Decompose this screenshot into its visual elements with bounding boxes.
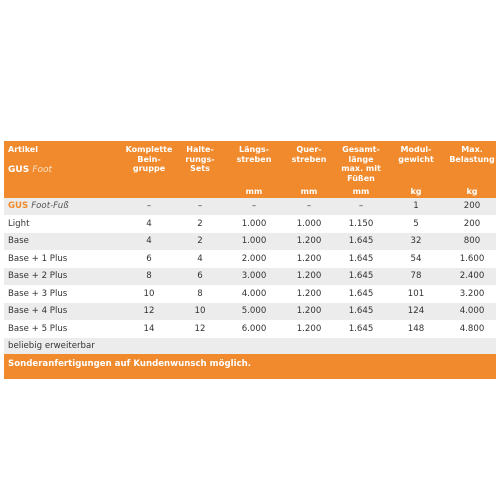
header-unit-7: kg: [466, 187, 478, 196]
table-cell: 200: [463, 201, 481, 211]
table-cell: 1.000: [241, 236, 267, 246]
table-cell: 1.000: [296, 218, 322, 229]
table-cell: 101: [407, 288, 425, 299]
header-col-6: Modul- gewicht: [398, 145, 434, 164]
header-col-3: Längs- streben: [236, 145, 272, 164]
table-cell: 6: [197, 271, 203, 281]
table-cell: 10: [143, 288, 155, 299]
table-cell: 3.000: [241, 271, 267, 281]
table-cell: 1.150: [348, 218, 374, 229]
table-cell: 54: [410, 253, 422, 264]
header-unit-6: kg: [410, 187, 422, 196]
table-cell: 4: [146, 218, 152, 229]
table-cell: 1.645: [348, 253, 374, 264]
brand-foot: Foot: [32, 165, 53, 175]
table-cell: 4: [146, 236, 152, 246]
table-cell: 10: [194, 306, 206, 316]
row-label: Base + 4 Plus: [8, 306, 68, 316]
table-cell: –: [197, 201, 203, 211]
table-cell: 8: [146, 271, 152, 281]
table-cell: 1.200: [296, 253, 322, 264]
header-brand: [8, 165, 52, 175]
row-label: Base + 2 Plus: [8, 271, 68, 281]
table-cell: –: [358, 201, 364, 211]
table-cell: 2: [197, 236, 203, 246]
table-cell: 32: [410, 236, 422, 246]
brand-gus: GUS: [8, 165, 30, 175]
table-cell: 4: [197, 253, 203, 264]
table-cell: 1.645: [348, 323, 374, 334]
footer-banner: Sonderanfertigungen auf Kundenwunsch möglich.: [4, 354, 496, 379]
header-col-5: Gesamt- länge max. mit Füßen: [341, 145, 381, 183]
table-cell: 124: [407, 306, 425, 316]
table-cell: –: [251, 201, 257, 211]
table-cell: 1.200: [296, 271, 322, 281]
header-col-4: Quer- streben: [291, 145, 327, 164]
table-cell: 12: [194, 323, 206, 334]
table-cell: 1.200: [296, 288, 322, 299]
table-cell: 1.000: [241, 218, 267, 229]
table-cell: 2: [197, 218, 203, 229]
header-col-1: Komplette Bein- gruppe: [125, 145, 173, 174]
table-cell: 5.000: [241, 306, 267, 316]
table-row: [4, 268, 496, 286]
table-cell: 1.645: [348, 306, 374, 316]
header-unit-5: mm: [352, 187, 370, 196]
table-cell: 8: [197, 288, 203, 299]
table-cell: –: [146, 201, 152, 211]
table-cell: 4.000: [459, 306, 485, 316]
table-cell: 1: [413, 201, 419, 211]
table-cell: 2.000: [241, 253, 267, 264]
row-label: Base + 1 Plus: [8, 253, 68, 264]
table-row: [4, 216, 496, 234]
table-cell: 200: [463, 218, 481, 229]
row-label: Light: [8, 218, 30, 229]
table-cell: 1.645: [348, 271, 374, 281]
table-cell: 1.600: [459, 253, 485, 264]
table-cell: 3.200: [459, 288, 485, 299]
table-row: [4, 286, 496, 304]
brand-row-gus: GUS: [8, 201, 29, 211]
header-unit-4: mm: [300, 187, 318, 196]
table-cell: 12: [143, 306, 155, 316]
header-unit-3: mm: [245, 187, 263, 196]
header-col-7: Max. Belastung: [449, 145, 495, 164]
product-table: [4, 141, 496, 379]
header-artikel: Artikel: [8, 145, 38, 154]
table-cell: 14: [143, 323, 155, 334]
table-header: [4, 141, 496, 198]
header-col-2: Halte- rungs- Sets: [185, 145, 215, 174]
table-cell: 4.000: [241, 288, 267, 299]
table-cell: –: [306, 201, 312, 211]
table-cell: 6.000: [241, 323, 267, 334]
row-label: Base + 5 Plus: [8, 323, 68, 334]
table-cell: 1.200: [296, 323, 322, 334]
table-cell: 1.645: [348, 288, 374, 299]
note-row: beliebig erweiterbar: [4, 338, 496, 354]
table-row-brand: [4, 198, 496, 216]
table-cell: 1.200: [296, 306, 322, 316]
table-cell: 1.645: [348, 236, 374, 246]
table-cell: 5: [413, 218, 419, 229]
table-cell: 6: [146, 253, 152, 264]
brand-row-label: [8, 198, 69, 215]
table-cell: 800: [463, 236, 481, 246]
table-row: [4, 233, 496, 251]
table-cell: 148: [407, 323, 425, 334]
table-row: [4, 303, 496, 321]
table-row: [4, 251, 496, 269]
row-label: Base + 3 Plus: [8, 288, 68, 299]
row-label: Base: [8, 236, 29, 246]
table-cell: 2.400: [459, 271, 485, 281]
table-row: [4, 321, 496, 339]
table-cell: 1.200: [296, 236, 322, 246]
brand-row-foot: Foot-Fuß: [31, 201, 69, 211]
table-cell: 78: [410, 271, 422, 281]
table-cell: 4.800: [459, 323, 485, 334]
